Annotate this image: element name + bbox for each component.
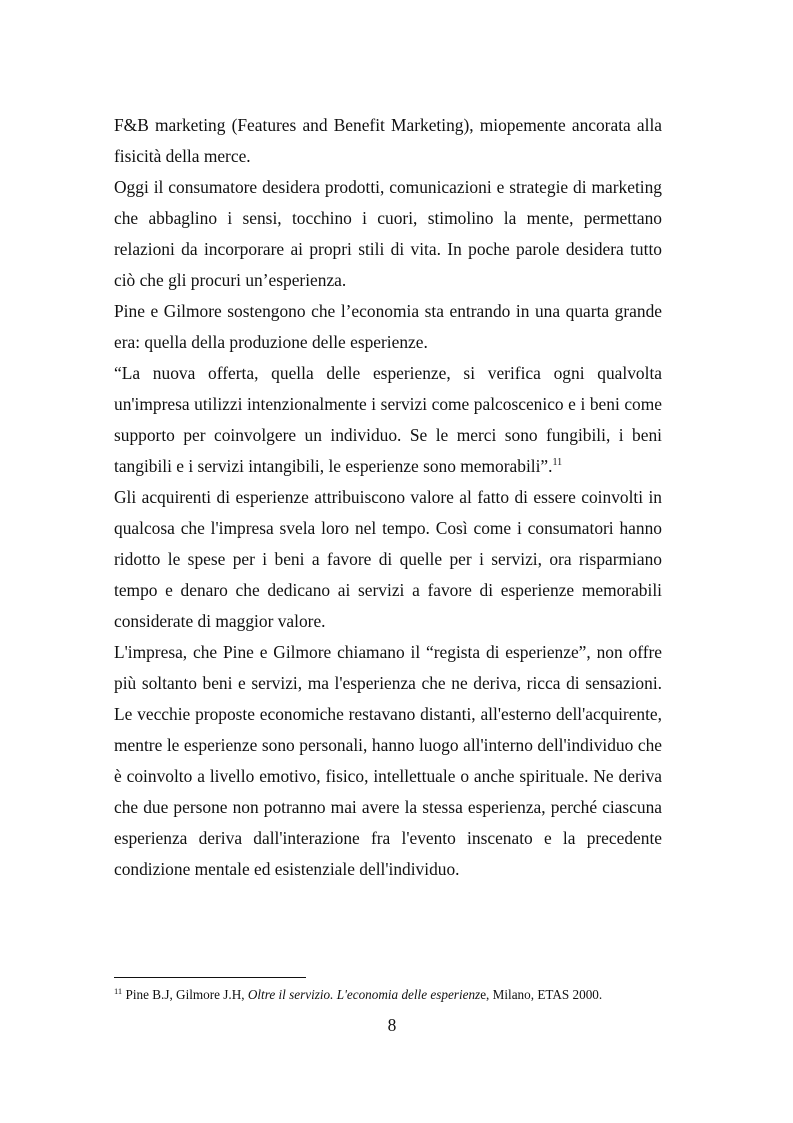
paragraph-fb-marketing: F&B marketing (Features and Benefit Marketing), miopemente ancorata alla fisicità della merce. <box>114 115 662 166</box>
paragraph-pine-gilmore: Pine e Gilmore sostengono che l’economia sta entrando in una quarta grande era: quella della produzione delle esperienze. <box>114 301 662 352</box>
paragraph-quote: “La nuova offerta, quella delle esperienze, si verifica ogni qualvolta un'impresa utilizzi intenzionalmente i servizi come palcoscenico e i beni come supporto per coinvolgere un individuo. Se le merci sono fungibili, i beni tangibili e i servizi intangibili, le esperienze sono memorabili”.$^{11}$ <box>114 363 662 476</box>
paragraph-experience-director: L'impresa, che Pine e Gilmore chiamano il “regista di esperienze”, non offre più soltanto beni e servizi, ma l'esperienza che ne deriva, ricca di sensazioni. Le vecchie proposte economiche restavano distanti, all'esterno dell'acquirente, mentre le esperienze sono personali, hanno luogo all'interno dell'individuo che è coinvolto a livello emotivo, fisico, intellettuale o anche spirituale. Ne deriva che due persone non potranno mai avere la stessa esperienza, perché ciascuna esperienza deriva dall'interazione fra l'evento inscenato e la precedente condizione mentale ed esistenziale dell'individuo. <box>114 642 662 879</box>
page-number: 8 <box>387 1015 397 1035</box>
footnote-title: Oltre il servizio. L'economia delle esperienz <box>247 987 481 1002</box>
footnote <box>114 986 674 1004</box>
paragraph-buyers: Gli acquirenti di esperienze attribuiscono valore al fatto di essere coinvolti in qualcosa che l'impresa svela loro nel tempo. Così come i consumatori hanno ridotto le spese per i beni a favore di quelle per i servizi, ora risparmiano tempo e denaro che dedicano ai servizi a favore di esperienze memorabili considerate di maggior valore. <box>114 487 662 631</box>
footnote-divider <box>114 977 306 978</box>
footnote-number: 11 <box>114 986 123 996</box>
footnote-authors: Pine B.J, Gilmore J.H, <box>122 987 248 1002</box>
body-text <box>114 110 662 885</box>
footnote-publication: e, Milano, ETAS 2000. <box>480 987 603 1002</box>
paragraph-consumer-desire: Oggi il consumatore desidera prodotti, comunicazioni e strategie di marketing che abbaglino i sensi, tocchino i cuori, stimolino la mente, permettano relazioni da incorporare ai propri stili di vita. In poche parole desidera tutto ciò che gli procuri un’esperienza. <box>114 177 662 290</box>
footnote-reference: 11 <box>552 457 563 468</box>
